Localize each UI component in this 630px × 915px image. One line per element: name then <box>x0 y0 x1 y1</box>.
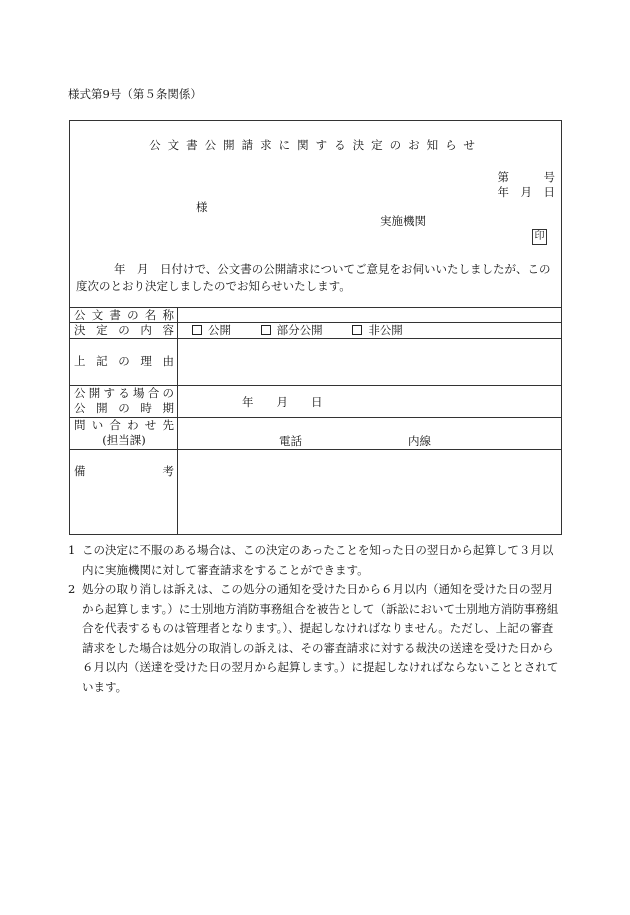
reason-field[interactable] <box>181 340 556 383</box>
note-text: 処分の取り消しは訴えは、この処分の通知を受けた日から６月以内（通知を受けた日の翌月から起算します。）に士別地方消防事務組合を被告として（訴訟において士別地方消防事務組合を代表するものは管理者となります。）、提起しなければなりません。ただし、上記の審査請求をした場合は処分の取消しの訴えは、その審査請求に対する裁決の送達を受けた日から６月以内（送達を受けた日の翌月から起算します。）に提起しなければならないこととされています。 <box>82 582 559 694</box>
option-label: 部分公開 <box>276 323 323 337</box>
seal-mark: 印 <box>532 229 547 245</box>
doc-name-label: 公文書の名称 <box>74 308 174 322</box>
note-item <box>68 580 564 697</box>
doc-name-field[interactable] <box>181 308 556 321</box>
timing-label-line2: 公開の時期 <box>74 401 174 415</box>
note-number: 2 <box>68 582 76 596</box>
document-number: 第 号 <box>497 170 555 184</box>
option-private[interactable] <box>352 323 403 337</box>
recipient-suffix: 様 <box>196 200 208 214</box>
option-label: 非公開 <box>368 323 403 337</box>
decision-options <box>192 323 429 338</box>
notes-section <box>68 541 564 697</box>
note-item <box>68 541 564 580</box>
contact-label-line2: (担当課) <box>102 433 146 447</box>
reason-label: 上記の理由 <box>74 354 174 368</box>
row-divider <box>70 449 561 450</box>
decision-label: 決定の内容 <box>74 323 174 337</box>
remarks-field[interactable] <box>181 452 556 532</box>
note-text: この決定に不服のある場合は、この決定のあったことを知った日の翌日から起算して３月以内に実施機関に対して審査請求をすることができます。 <box>82 543 554 577</box>
intro-paragraph: 年 月 日付けで、公文書の公開請求についてご意見をお伺いいたしましたが、この度次のとおり決定しましたのでお知らせいたします。 <box>76 262 551 293</box>
option-public[interactable] <box>192 323 231 337</box>
checkbox-icon <box>192 325 202 335</box>
timing-date[interactable]: 年 月 日 <box>242 395 323 409</box>
extension-label: 内線 <box>408 434 431 448</box>
checkbox-icon <box>352 325 362 335</box>
option-partial[interactable] <box>261 323 323 337</box>
agency-label: 実施機関 <box>380 214 426 228</box>
form-number-label: 様式第9号（第５条関係） <box>68 87 202 101</box>
checkbox-icon <box>261 325 271 335</box>
document-date: 年 月 日 <box>497 185 555 199</box>
option-label: 公開 <box>208 323 231 337</box>
note-number: 1 <box>68 543 76 557</box>
remarks-label: 備 考 <box>74 464 174 478</box>
intro-text <box>76 261 558 295</box>
column-divider <box>177 307 178 535</box>
contact-label-line1: 問い合わせ先 <box>74 418 174 432</box>
notice-form <box>69 120 562 535</box>
phone-label: 電話 <box>279 434 302 448</box>
row-divider <box>70 338 561 339</box>
form-title: 公文書公開請求に関する決定のお知らせ <box>149 138 482 152</box>
timing-label-line1: 公開する場合の <box>74 386 174 400</box>
